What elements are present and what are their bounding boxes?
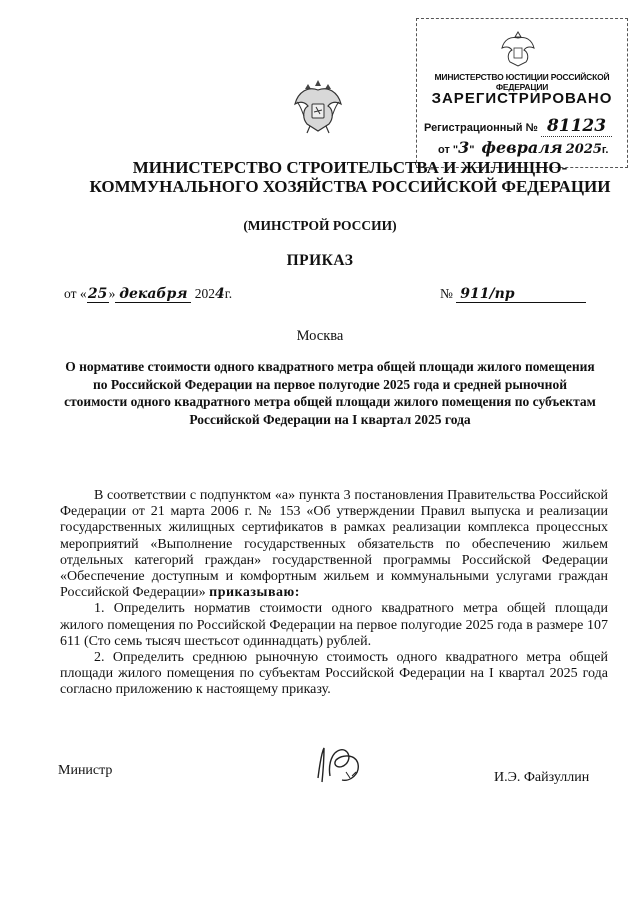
order-item-2: 2. Определить среднюю рыночную стоимость одного квадратного метра общей площади жилого помещения по субъектам Российской Федерации на I квартал 2025 года согласно приложению к настоящему приказу. xyxy=(60,650,608,698)
preamble: В соответствии с подпунктом «а» пункта 3 постановления Правительства Российской Федерации от 21 марта 2006 г. № 153 «Об утверждении Правил выпуска и реализации государственных жилищных сертификатов в рамках реализации комплекса процессных мероприятий «Выполнение государственных обязательств по обеспечению жильем отдельных категорий граждан» государственной программы Российской Федерации «Обеспечение доступным и комфортным жильем и коммунальными услугами граждан Российской Федерации» приказываю: xyxy=(60,488,608,601)
stamp-registration-number: Регистрационный № 81123 xyxy=(424,116,612,136)
order-date: от «25» декабря 2024г. xyxy=(64,286,233,302)
signatory-name: И.Э. Файзуллин xyxy=(494,770,590,785)
order-title: О нормативе стоимости одного квадратного метра общей площади жилого помещения по Российской Федерации на первое полугодие 2025 года и средней рыночной стоимости одного квадратного метра общей площади жилого помещения по субъектам Российской Федерации на I квартал 2025 года xyxy=(64,359,596,427)
order-number: № 911/пр xyxy=(440,286,586,303)
stamp-registration-date: от "3" февраля 2025г. xyxy=(438,138,609,157)
city: Москва xyxy=(296,328,344,344)
signatory-position: Министр xyxy=(58,763,113,778)
ministry-abbreviation: (МИНСТРОЙ РОССИИ) xyxy=(243,218,397,233)
coat-of-arms-icon xyxy=(292,76,344,136)
order-item-1: 1. Определить норматив стоимости одного квадратного метра общей площади жилого помещения по Российской Федерации на первое полугодие 2025 года в размере 107 611 (Сто семь тысяч шестьсот одиннадцать) рублей. xyxy=(60,601,608,649)
order-body xyxy=(60,488,608,699)
stamp-registered: ЗАРЕГИСТРИРОВАНО xyxy=(431,90,613,107)
handwritten-signature-icon xyxy=(312,742,372,788)
ministry-name: МИНИСТЕРСТВО СТРОИТЕЛЬСТВА И ЖИЛИЩНО-КОММУНАЛЬНОГО ХОЗЯЙСТВА РОССИЙСКОЙ ФЕДЕРАЦИИ xyxy=(89,158,611,196)
order-word: приказываю: xyxy=(209,585,300,601)
document-type: ПРИКАЗ xyxy=(286,252,354,269)
stamp-ministry-of-justice: МИНИСТЕРСТВО ЮСТИЦИИ РОССИЙСКОЙ ФЕДЕРАЦИИ xyxy=(434,72,610,92)
stamp-eagle-emblem-icon xyxy=(498,28,538,70)
